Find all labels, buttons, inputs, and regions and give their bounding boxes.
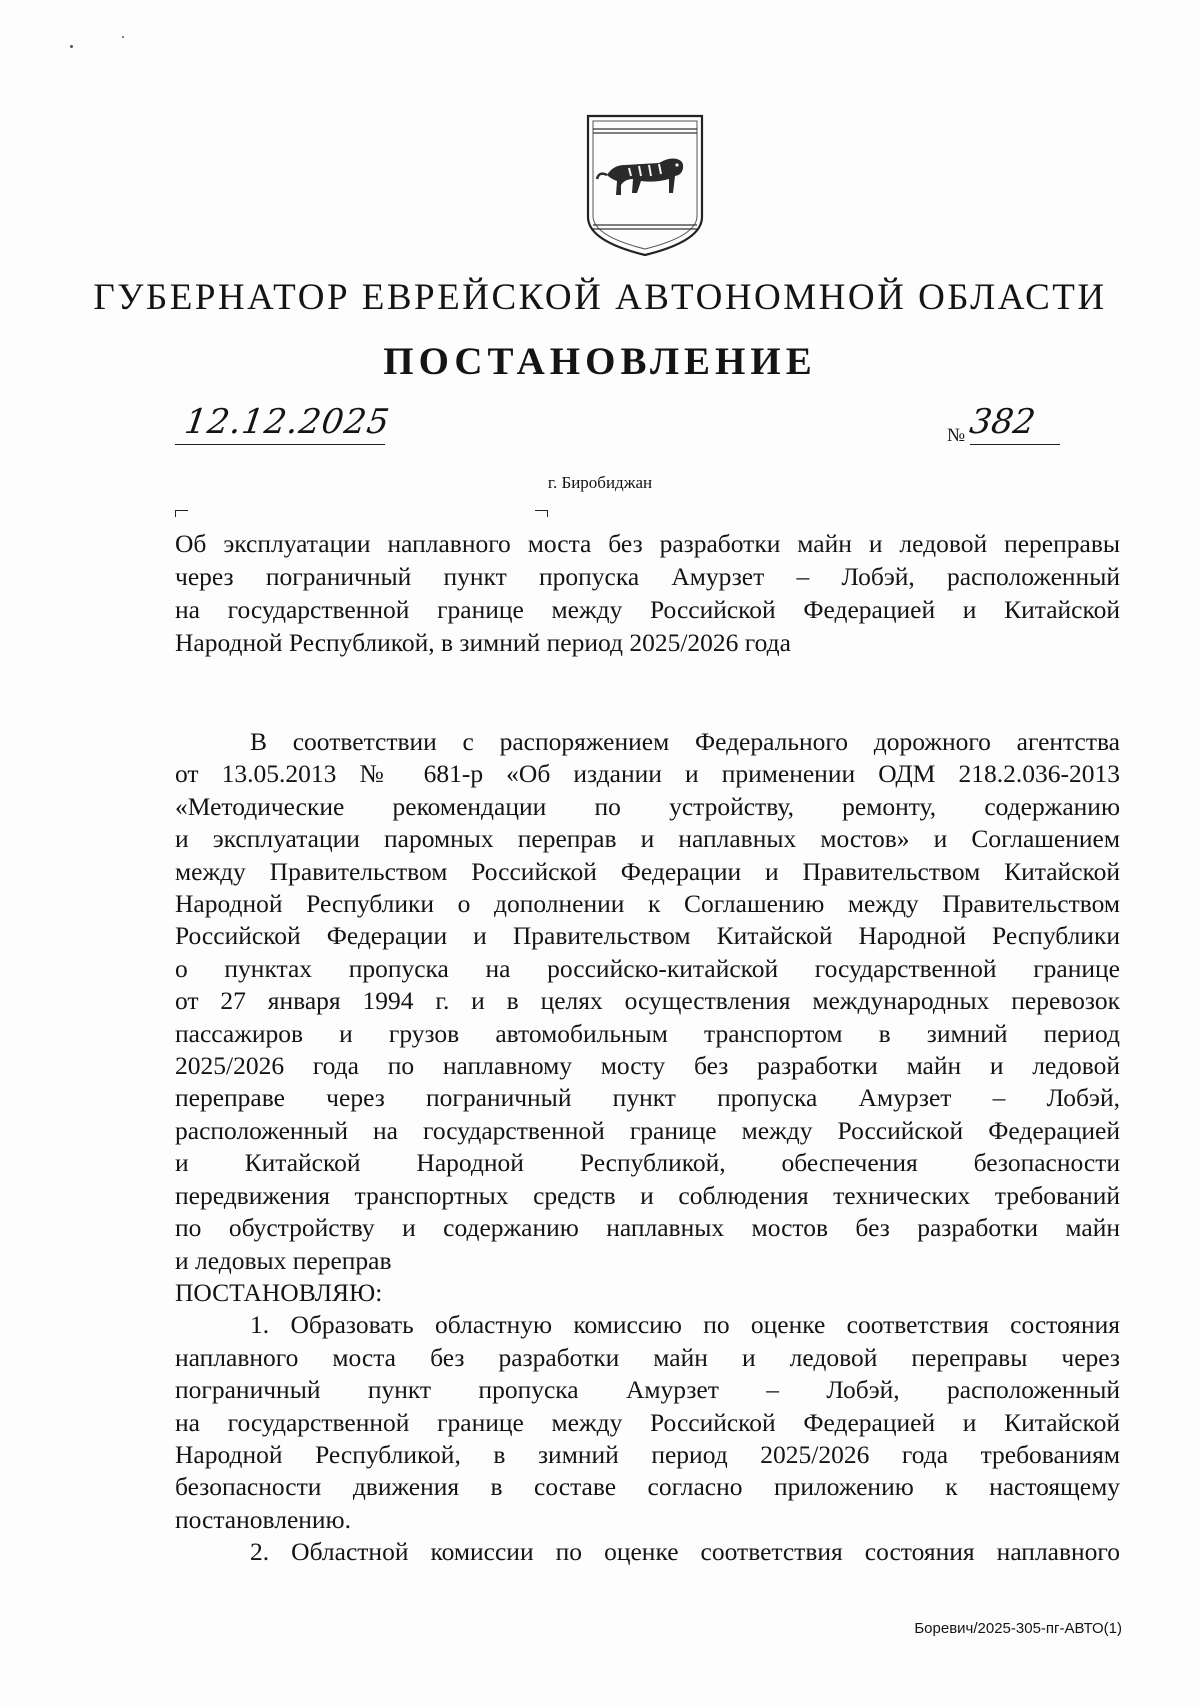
item-2-line: 2. Областной комиссии по оценке соответствия состояния наплавного bbox=[250, 1537, 1120, 1567]
item-1-line: 1. Образовать областную комиссию по оценке соответствия состояния bbox=[250, 1310, 1120, 1340]
handwritten-date: 12.12.2025 bbox=[182, 402, 393, 442]
date-underline bbox=[175, 444, 385, 445]
preamble-line: 2025/2026 года по наплавному мосту без разработки майн и ледовой bbox=[175, 1051, 1120, 1081]
item-1-line: постановлению. bbox=[175, 1504, 351, 1534]
preamble-line: передвижения транспортных средств и соблюдения технических требований bbox=[175, 1180, 1120, 1210]
title-corner-bracket-right bbox=[535, 510, 548, 517]
item-1-line: безопасности движения в составе согласно приложению к настоящему bbox=[175, 1472, 1120, 1502]
decree-word-text: ПОСТАНОВЛЯЮ: bbox=[175, 1277, 383, 1307]
preamble-line: от 13.05.2013 № 681-р «Об издании и применении ОДМ 218.2.036-2013 bbox=[175, 759, 1120, 789]
preamble-line: пассажиров и грузов автомобильным транспортом в зимний период bbox=[175, 1018, 1120, 1048]
scan-speck bbox=[122, 36, 124, 38]
preamble-line: по обустройству и содержанию наплавных мостов без разработки майн bbox=[175, 1213, 1120, 1243]
document-subject bbox=[175, 527, 1120, 659]
preamble-line: Народной Республики о дополнении к Соглашению между Правительством bbox=[175, 889, 1120, 919]
scan-speck bbox=[70, 45, 73, 48]
handwritten-number: 382 bbox=[967, 402, 1038, 442]
preamble-line: от 27 января 1994 г. и в целях осуществления международных перевозок bbox=[175, 986, 1120, 1016]
subject-line: через пограничный пункт пропуска Амурзет – Лобэй, расположенный bbox=[175, 562, 1120, 591]
coat-of-arms-emblem bbox=[585, 113, 705, 258]
number-underline bbox=[970, 444, 1060, 445]
preamble-line: В соответствии с распоряжением Федерального дорожного агентства bbox=[250, 727, 1120, 756]
document-registry-code: Боревич/2025-305-пг-АВТО(1) bbox=[914, 1620, 1122, 1637]
decree-word bbox=[175, 1277, 1120, 1309]
document-type-title: ПОСТАНОВЛЕНИЕ bbox=[383, 340, 817, 383]
item-1-line: пограничный пункт пропуска Амурзет – Лобэй, расположенный bbox=[175, 1375, 1120, 1405]
subject-line: Народной Республикой, в зимний период 2025/2026 года bbox=[175, 628, 791, 657]
title-corner-bracket-left bbox=[175, 510, 188, 517]
preamble-line: Российской Федерации и Правительством Китайской Народной Республики bbox=[175, 921, 1120, 951]
preamble-line: расположенный на государственной границе между Российской Федерацией bbox=[175, 1115, 1120, 1145]
preamble-line: и эксплуатации паромных переправ и наплавных мостов» и Соглашением bbox=[175, 824, 1120, 854]
preamble-paragraph bbox=[175, 726, 1120, 1277]
number-label: № bbox=[947, 425, 966, 446]
item-2-paragraph bbox=[175, 1536, 1120, 1568]
preamble-line: «Методические рекомендации по устройству, ремонту, содержанию bbox=[175, 791, 1120, 821]
preamble-line: и ледовых переправ bbox=[175, 1245, 392, 1275]
city-of-issue: г. Биробиджан bbox=[547, 473, 653, 492]
preamble-line: переправе через пограничный пункт пропуска Амурзет – Лобэй, bbox=[175, 1083, 1120, 1113]
item-1-line: наплавного моста без разработки майн и ледовой переправы через bbox=[175, 1342, 1120, 1372]
preamble-line: между Правительством Российской Федерации и Правительством Китайской bbox=[175, 856, 1120, 886]
item-1-paragraph bbox=[175, 1309, 1120, 1536]
document-body bbox=[175, 726, 1120, 1569]
preamble-line: и Китайской Народной Республикой, обеспечения безопасности bbox=[175, 1148, 1120, 1178]
item-1-line: на государственной границе между Российской Федерацией и Китайской bbox=[175, 1407, 1120, 1437]
preamble-line: о пунктах пропуска на российско-китайской государственной границе bbox=[175, 953, 1120, 983]
subject-line: Об эксплуатации наплавного моста без разработки майн и ледовой переправы bbox=[175, 529, 1120, 558]
item-1-line: Народной Республикой, в зимний период 2025/2026 года требованиям bbox=[175, 1439, 1120, 1469]
issuing-authority: ГУБЕРНАТОР ЕВРЕЙСКОЙ АВТОНОМНОЙ ОБЛАСТИ bbox=[93, 277, 1107, 318]
subject-line: на государственной границе между Российской Федерацией и Китайской bbox=[175, 595, 1120, 624]
